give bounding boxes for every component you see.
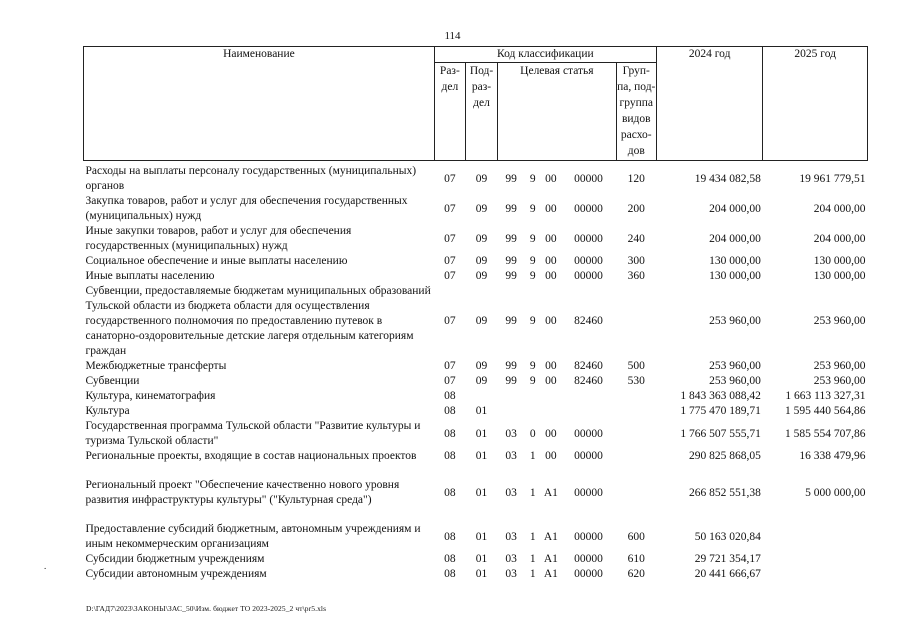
header-target-article: Целевая статья (498, 63, 617, 161)
row-target-direction: A1 (543, 530, 558, 543)
row-target-direction: 00 (545, 315, 557, 327)
row-name: Культура, кинематография (85, 390, 216, 402)
row-target-subprogram: 9 (529, 375, 536, 387)
row-podrazdel: 01 (475, 486, 488, 499)
row-razdel: 07 (444, 270, 456, 282)
row-razdel: 07 (444, 375, 456, 387)
row-target-code: 00000 (574, 553, 603, 565)
header-podrazdel-line: дел (473, 97, 490, 109)
row-razdel: 07 (444, 172, 456, 185)
row-target-program: 99 (505, 315, 517, 327)
row-target-code: 00000 (574, 427, 603, 440)
row-razdel: 08 (444, 405, 456, 417)
row-expense-group: 610 (627, 553, 645, 565)
row-razdel: 08 (444, 427, 456, 440)
row-podrazdel: 01 (475, 530, 488, 543)
footer-file-path: D:\ГАД7\2023\ЗАКОНЫ\ЗАС_50\Изм. бюджет ТО 2023-2025_2 чт\pr5.xls (86, 604, 327, 613)
row-target-direction: 00 (545, 427, 557, 440)
row-amount-2025: 130 000,00 (813, 270, 866, 282)
row-amount-2025: 1 585 554 707,86 (785, 427, 866, 440)
row-name: Межбюджетные трансферты (85, 360, 227, 372)
table-row (84, 374, 868, 389)
row-name: Субвенции (85, 375, 140, 387)
margin-mark: . (44, 561, 47, 571)
row-podrazdel: 01 (475, 450, 488, 462)
row-amount-2024: 204 000,00 (709, 232, 761, 245)
row-name: Культура (85, 405, 130, 417)
header-group-line: па, под- (617, 81, 656, 93)
row-target-direction: 00 (545, 450, 557, 462)
row-podrazdel: 09 (475, 270, 488, 282)
header-name: Наименование (84, 47, 435, 161)
row-amount-2025: 1 595 440 564,86 (785, 405, 866, 417)
row-target-code (561, 389, 616, 404)
row-expense-group: 120 (627, 172, 645, 185)
row-target-direction: 00 (545, 360, 557, 372)
row-podrazdel: 09 (475, 360, 488, 372)
table-row (84, 254, 868, 269)
row-podrazdel: 01 (475, 568, 488, 580)
row-podrazdel: 09 (475, 315, 488, 327)
row-amount-2025 (763, 508, 868, 552)
row-target-program: 03 (505, 450, 517, 462)
table-row (84, 224, 868, 254)
table-row (84, 404, 868, 419)
row-name: Расходы на выплаты персоналу государственных (муниципальных) органов (85, 165, 417, 192)
table-row (84, 567, 868, 582)
table-row (84, 449, 868, 464)
table-row (84, 161, 868, 195)
row-amount-2025 (763, 552, 868, 567)
row-amount-2024: 130 000,00 (709, 255, 761, 267)
row-amount-2024: 1 775 470 189,71 (680, 405, 761, 417)
row-name: Социальное обеспечение и иные выплаты населению (85, 255, 348, 267)
row-amount-2025: 19 961 779,51 (799, 172, 866, 185)
row-name: Субсидии автономным учреждениям (85, 568, 267, 580)
row-razdel: 08 (444, 553, 456, 565)
header-razdel (434, 63, 465, 161)
row-podrazdel: 01 (475, 553, 488, 565)
row-target-code: 00000 (574, 202, 603, 215)
header-year-2025: 2025 год (763, 47, 868, 161)
header-podrazdel-line: раз- (471, 81, 492, 93)
header-razdel-line: Раз- (439, 65, 460, 77)
row-expense-group: 360 (627, 270, 645, 282)
row-razdel: 07 (444, 255, 456, 267)
table-row (84, 508, 868, 552)
row-amount-2024: 50 163 020,84 (694, 530, 761, 543)
row-amount-2025: 16 338 479,96 (799, 450, 866, 462)
row-expense-group (616, 389, 656, 404)
table-row (84, 389, 868, 404)
row-target-program: 03 (505, 427, 517, 440)
row-target-program: 99 (505, 172, 517, 185)
header-group-line: расхо- (620, 129, 652, 141)
row-target-program: 99 (505, 255, 517, 267)
row-target-direction (541, 389, 561, 404)
header-group-line: группа (619, 97, 653, 109)
row-target-direction: A1 (543, 553, 558, 565)
row-target-subprogram: 1 (529, 450, 536, 462)
row-razdel: 08 (444, 568, 456, 580)
row-target-subprogram: 1 (529, 553, 536, 565)
row-razdel: 08 (444, 530, 456, 543)
row-target-subprogram (525, 389, 541, 404)
header-group-line: дов (627, 145, 645, 157)
row-expense-group: 240 (627, 232, 645, 245)
row-name: Государственная программа Тульской области "Развитие культуры и туризма Тульской области" (85, 420, 421, 447)
row-target-subprogram: 9 (529, 202, 536, 215)
row-amount-2025: 253 960,00 (813, 375, 866, 387)
row-amount-2024: 130 000,00 (709, 270, 761, 282)
row-target-subprogram: 9 (529, 270, 536, 282)
row-amount-2024: 253 960,00 (709, 360, 761, 372)
header-expense-group (616, 63, 656, 161)
row-amount-2024: 1 843 363 088,42 (680, 390, 761, 402)
row-target-direction: 00 (545, 232, 557, 245)
row-target-direction: 00 (545, 375, 557, 387)
row-expense-group: 600 (627, 530, 645, 543)
row-target-program: 03 (505, 486, 517, 499)
page-number: 114 (444, 30, 461, 42)
row-expense-group: 500 (627, 360, 645, 372)
header-podrazdel-line: Под- (469, 65, 494, 77)
row-amount-2024: 290 825 868,05 (689, 450, 761, 462)
row-amount-2025: 204 000,00 (813, 202, 866, 215)
row-target-program: 99 (505, 232, 517, 245)
row-target-code: 82460 (574, 375, 603, 387)
table-row (84, 194, 868, 224)
row-name: Субсидии бюджетным учреждениям (85, 553, 265, 565)
row-target-code: 00000 (574, 568, 603, 580)
row-razdel: 07 (444, 232, 456, 245)
row-target-subprogram: 1 (529, 486, 536, 499)
header-group-line: Груп- (622, 65, 650, 77)
row-name: Субвенции, предоставляемые бюджетам муниципальных образований Тульской области из бюджета области для осуществления государственного полномочия по предоставлению путевок в санаторно-оздоровительные детские лагеря отдельным категориям граждан (85, 285, 431, 357)
row-target-program: 99 (505, 202, 517, 215)
row-target-code: 82460 (574, 315, 603, 327)
row-target-code (561, 404, 616, 419)
row-target-subprogram: 1 (529, 568, 536, 580)
row-amount-2024: 253 960,00 (709, 375, 761, 387)
row-name: Закупка товаров, работ и услуг для обеспечения государственных (муниципальных) нужд (85, 195, 408, 222)
row-target-direction: 00 (545, 202, 557, 215)
row-target-direction: 00 (545, 255, 557, 267)
row-expense-group: 530 (627, 375, 645, 387)
budget-table (83, 46, 868, 582)
row-target-direction: A1 (543, 486, 558, 499)
row-podrazdel (465, 389, 497, 404)
table-row (84, 552, 868, 567)
row-amount-2024: 20 441 666,67 (694, 568, 761, 580)
row-amount-2025 (763, 567, 868, 582)
row-podrazdel: 09 (475, 375, 488, 387)
row-expense-group: 300 (627, 255, 645, 267)
row-expense-group (616, 419, 656, 449)
header-group-line: видов (621, 113, 651, 125)
row-podrazdel: 09 (475, 232, 488, 245)
row-expense-group: 200 (627, 202, 645, 215)
row-amount-2024: 19 434 082,58 (694, 172, 761, 185)
row-target-code: 00000 (574, 450, 603, 462)
row-amount-2024: 266 852 551,38 (689, 486, 761, 499)
row-amount-2025: 1 663 113 327,31 (785, 390, 866, 402)
row-expense-group (616, 404, 656, 419)
table-row (84, 269, 868, 284)
row-name: Предоставление субсидий бюджетным, автономным учреждениям и иным некоммерческим организациям (85, 523, 421, 550)
row-target-code: 00000 (574, 486, 603, 499)
row-razdel: 07 (444, 360, 456, 372)
row-target-subprogram: 9 (529, 360, 536, 372)
row-razdel: 08 (444, 450, 456, 462)
row-amount-2025: 204 000,00 (813, 232, 866, 245)
row-amount-2024: 29 721 354,17 (694, 553, 761, 565)
row-expense-group: 620 (627, 568, 645, 580)
row-target-direction (541, 404, 561, 419)
row-target-program (498, 389, 525, 404)
row-target-program (498, 404, 525, 419)
row-target-subprogram: 0 (529, 427, 536, 440)
budget-rows (84, 161, 868, 583)
row-razdel: 08 (444, 486, 456, 499)
row-amount-2025: 130 000,00 (813, 255, 866, 267)
row-target-program: 03 (505, 553, 517, 565)
row-podrazdel: 01 (475, 427, 488, 440)
header-classification-code: Код классификации (434, 47, 656, 63)
row-razdel: 07 (444, 315, 456, 327)
row-target-program: 99 (505, 360, 517, 372)
row-name: Региональные проекты, входящие в состав национальных проектов (85, 450, 417, 462)
row-target-code: 00000 (574, 255, 603, 267)
row-target-program: 99 (505, 270, 517, 282)
row-amount-2024: 253 960,00 (709, 315, 761, 327)
row-target-program: 03 (505, 530, 517, 543)
row-razdel: 08 (444, 390, 456, 402)
row-expense-group (616, 464, 656, 508)
row-amount-2025: 253 960,00 (813, 360, 866, 372)
table-row (84, 359, 868, 374)
row-podrazdel: 09 (475, 172, 488, 185)
row-name: Иные выплаты населению (85, 270, 215, 282)
row-target-direction: A1 (543, 568, 558, 580)
row-amount-2024: 204 000,00 (709, 202, 761, 215)
header-razdel-line: дел (441, 81, 459, 93)
row-target-subprogram: 9 (529, 172, 536, 185)
row-target-subprogram (525, 404, 541, 419)
row-target-direction: 00 (545, 172, 557, 185)
table-row (84, 464, 868, 508)
row-target-code: 00000 (574, 270, 603, 282)
row-target-subprogram: 9 (529, 255, 536, 267)
row-podrazdel: 09 (475, 202, 488, 215)
row-name: Региональный проект "Обеспечение качественно нового уровня развития инфраструктуры культуры" ("Культурная среда") (85, 479, 400, 506)
table-row (84, 419, 868, 449)
header-year-2024: 2024 год (656, 47, 763, 161)
row-name: Иные закупки товаров, работ и услуг для обеспечения государственных (муниципальных) нужд (85, 225, 352, 252)
row-expense-group (616, 449, 656, 464)
row-target-subprogram: 9 (529, 315, 536, 327)
row-razdel: 07 (444, 202, 456, 215)
row-podrazdel: 09 (475, 255, 488, 267)
row-target-program: 99 (505, 375, 517, 387)
header-podrazdel (465, 63, 497, 161)
table-row (84, 284, 868, 359)
row-target-program: 03 (505, 568, 517, 580)
row-amount-2025: 5 000 000,00 (805, 486, 866, 499)
row-amount-2025: 253 960,00 (813, 315, 866, 327)
row-target-code: 00000 (574, 172, 603, 185)
row-target-code: 82460 (574, 360, 603, 372)
row-target-code: 00000 (574, 530, 603, 543)
row-target-direction: 00 (545, 270, 557, 282)
row-target-subprogram: 9 (529, 232, 536, 245)
row-target-code: 00000 (574, 232, 603, 245)
row-podrazdel: 01 (475, 405, 488, 417)
row-expense-group (616, 284, 656, 359)
row-target-subprogram: 1 (529, 530, 536, 543)
row-amount-2024: 1 766 507 555,71 (680, 427, 761, 440)
